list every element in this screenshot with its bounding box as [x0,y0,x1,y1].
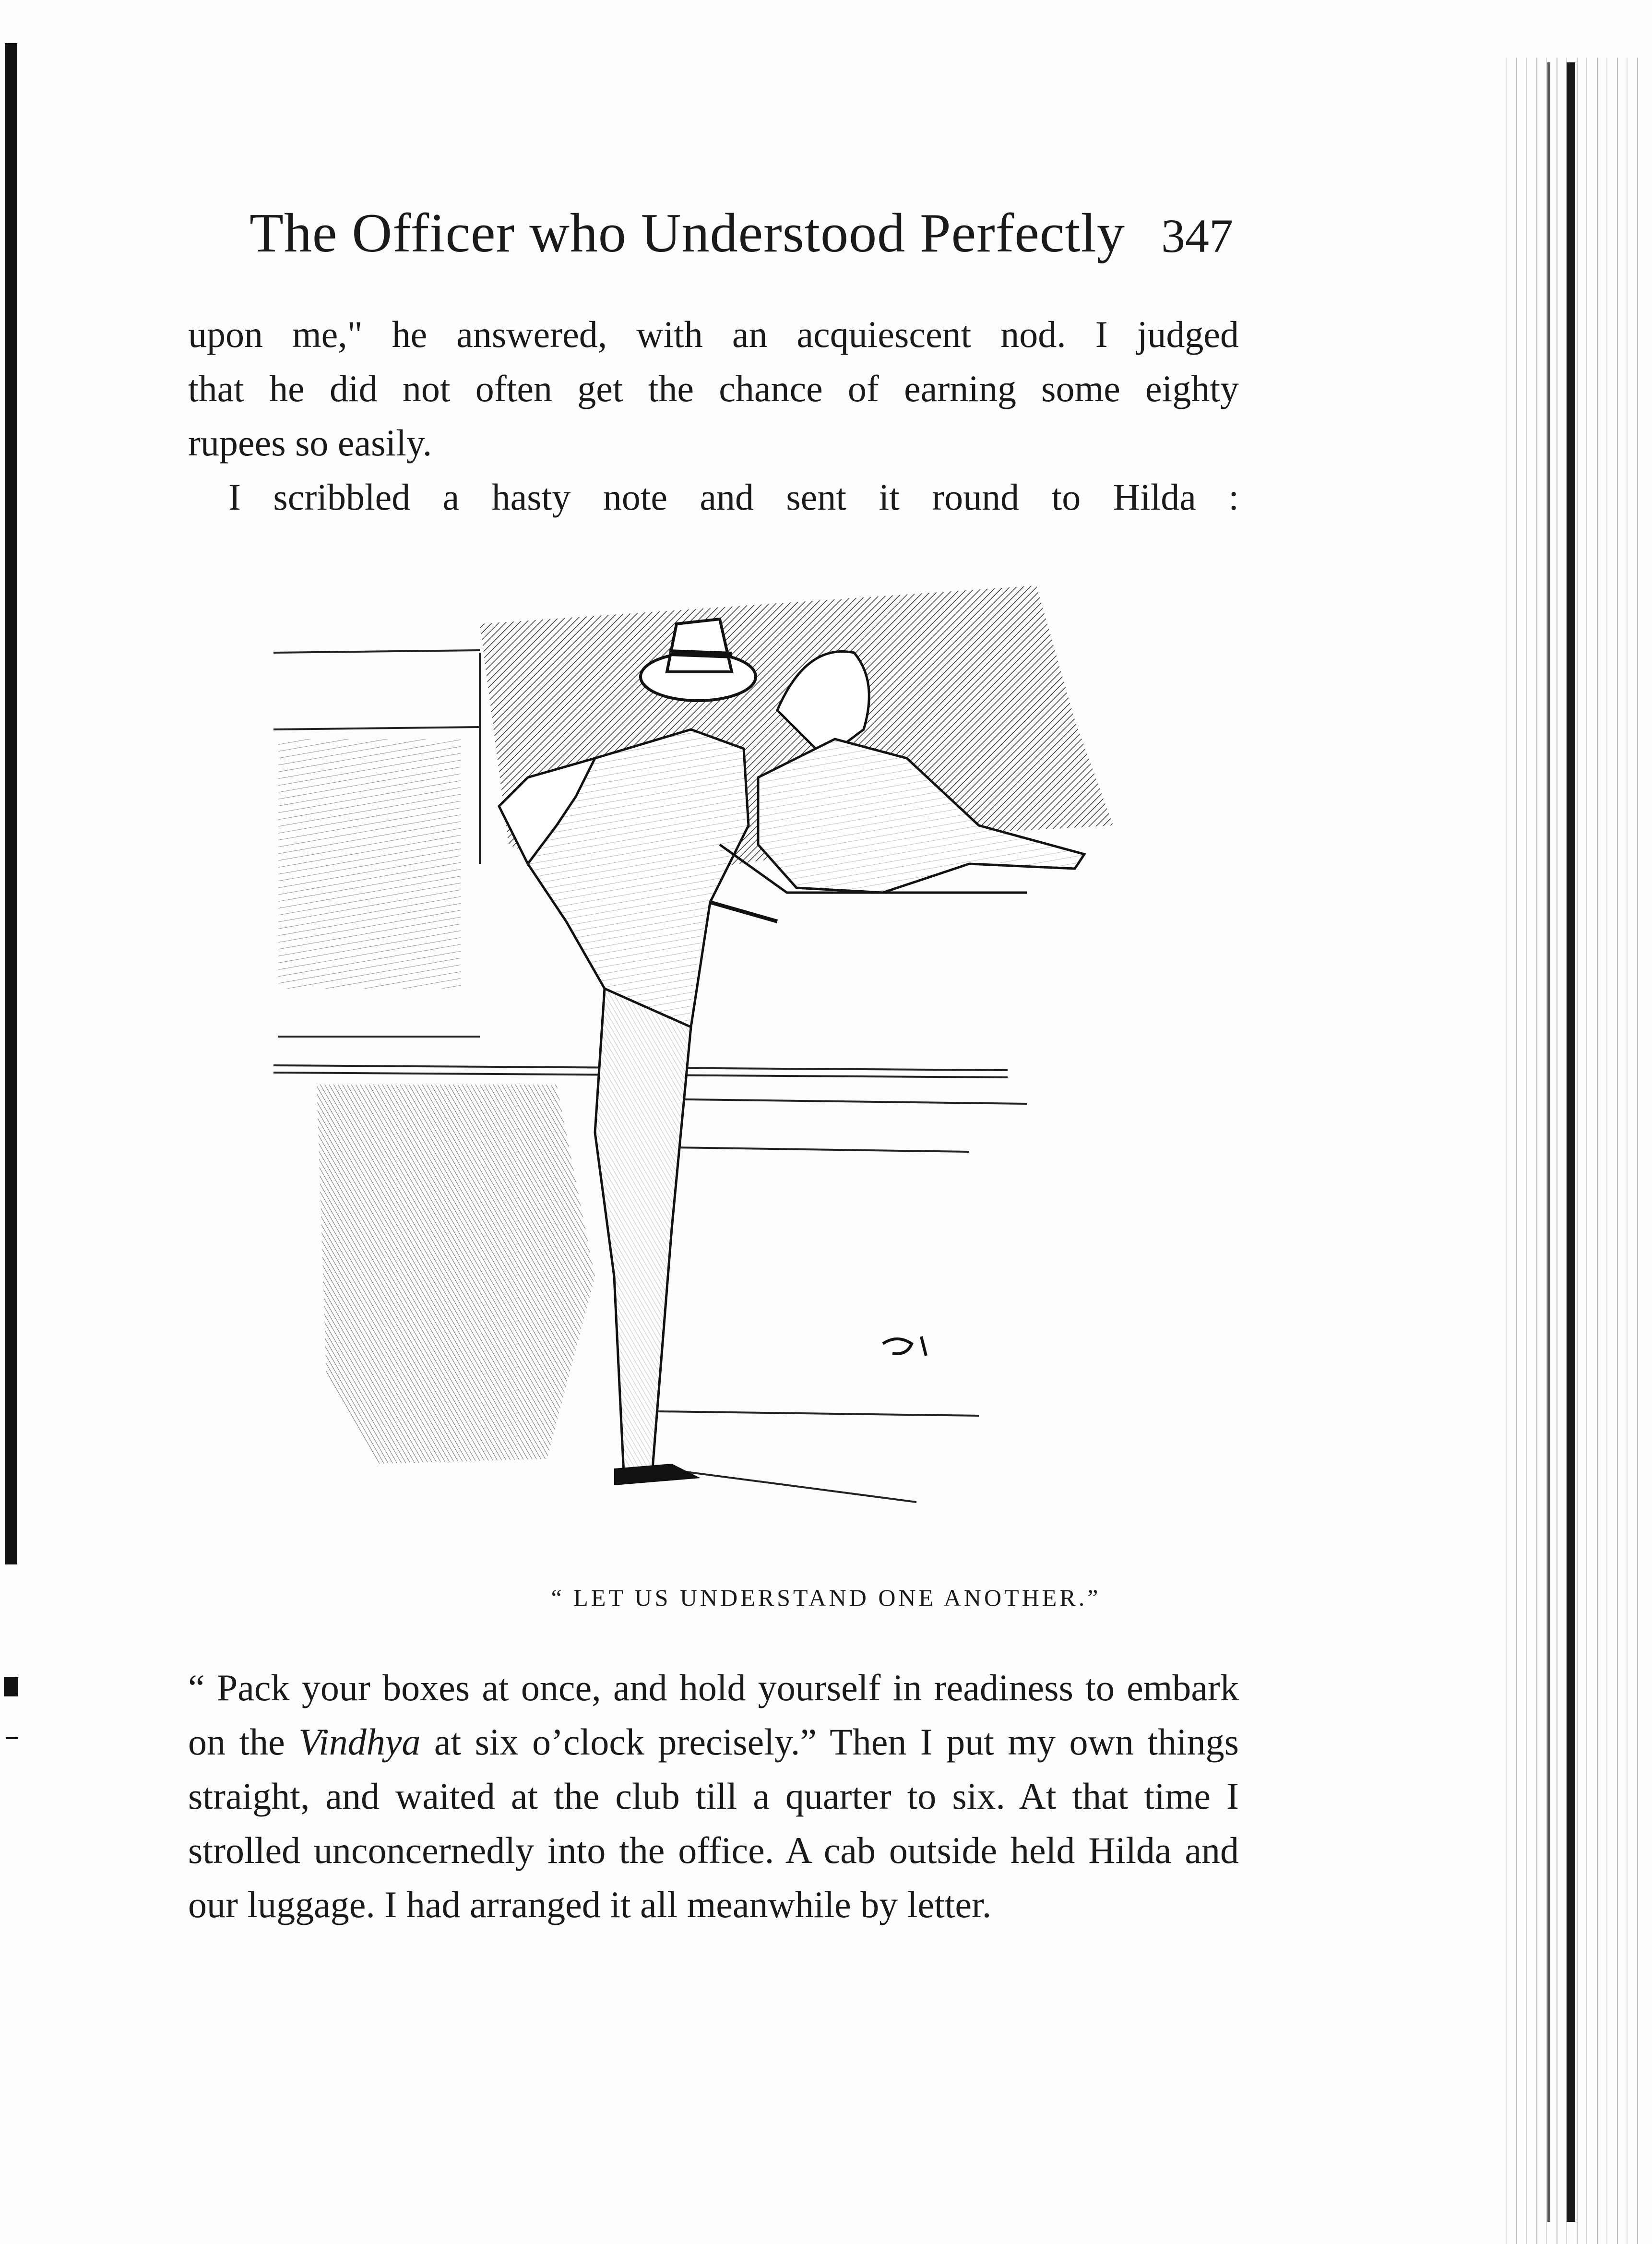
top-paragraph [188,307,1239,524]
text-line: that he did not often get the chance of earning some eighty [188,368,1239,409]
paragraph-scribbled: I scribbled a hasty note and sent it round to Hilda : [228,476,1239,518]
margin-dash [6,1737,18,1739]
running-title: The Officer who Understood Perfectly [250,203,1125,264]
page-binding-edge [5,43,17,1564]
text-line: rupees so easily. [188,422,432,464]
text-line: upon me," he answered, with an acquiescent nod. I judged [188,313,1239,355]
page-edge-bar [1567,62,1575,2222]
page-number: 347 [1161,209,1233,263]
ship-name: Vindhya [298,1721,421,1763]
page-edge-line [1547,62,1550,2222]
page-header [250,202,1248,274]
margin-mark [4,1677,18,1696]
illustration-caption: “ LET US UNDERSTAND ONE ANOTHER.” [551,1584,1101,1611]
engraving-illustration [259,557,1171,1574]
paragraph-pack-your-boxes: “ Pack your boxes at once, and hold yourself in readiness to embark on the Vindhya at six o’clock precisely.” Then I put my own things straight, and waited at the club till a quarter to six. At that time I strolled unconcernedly into the office. A cab outside held Hilda and our luggage. I had arranged it all meanwhile by letter. [188,1667,1239,1925]
bottom-paragraph [188,1660,1239,1932]
